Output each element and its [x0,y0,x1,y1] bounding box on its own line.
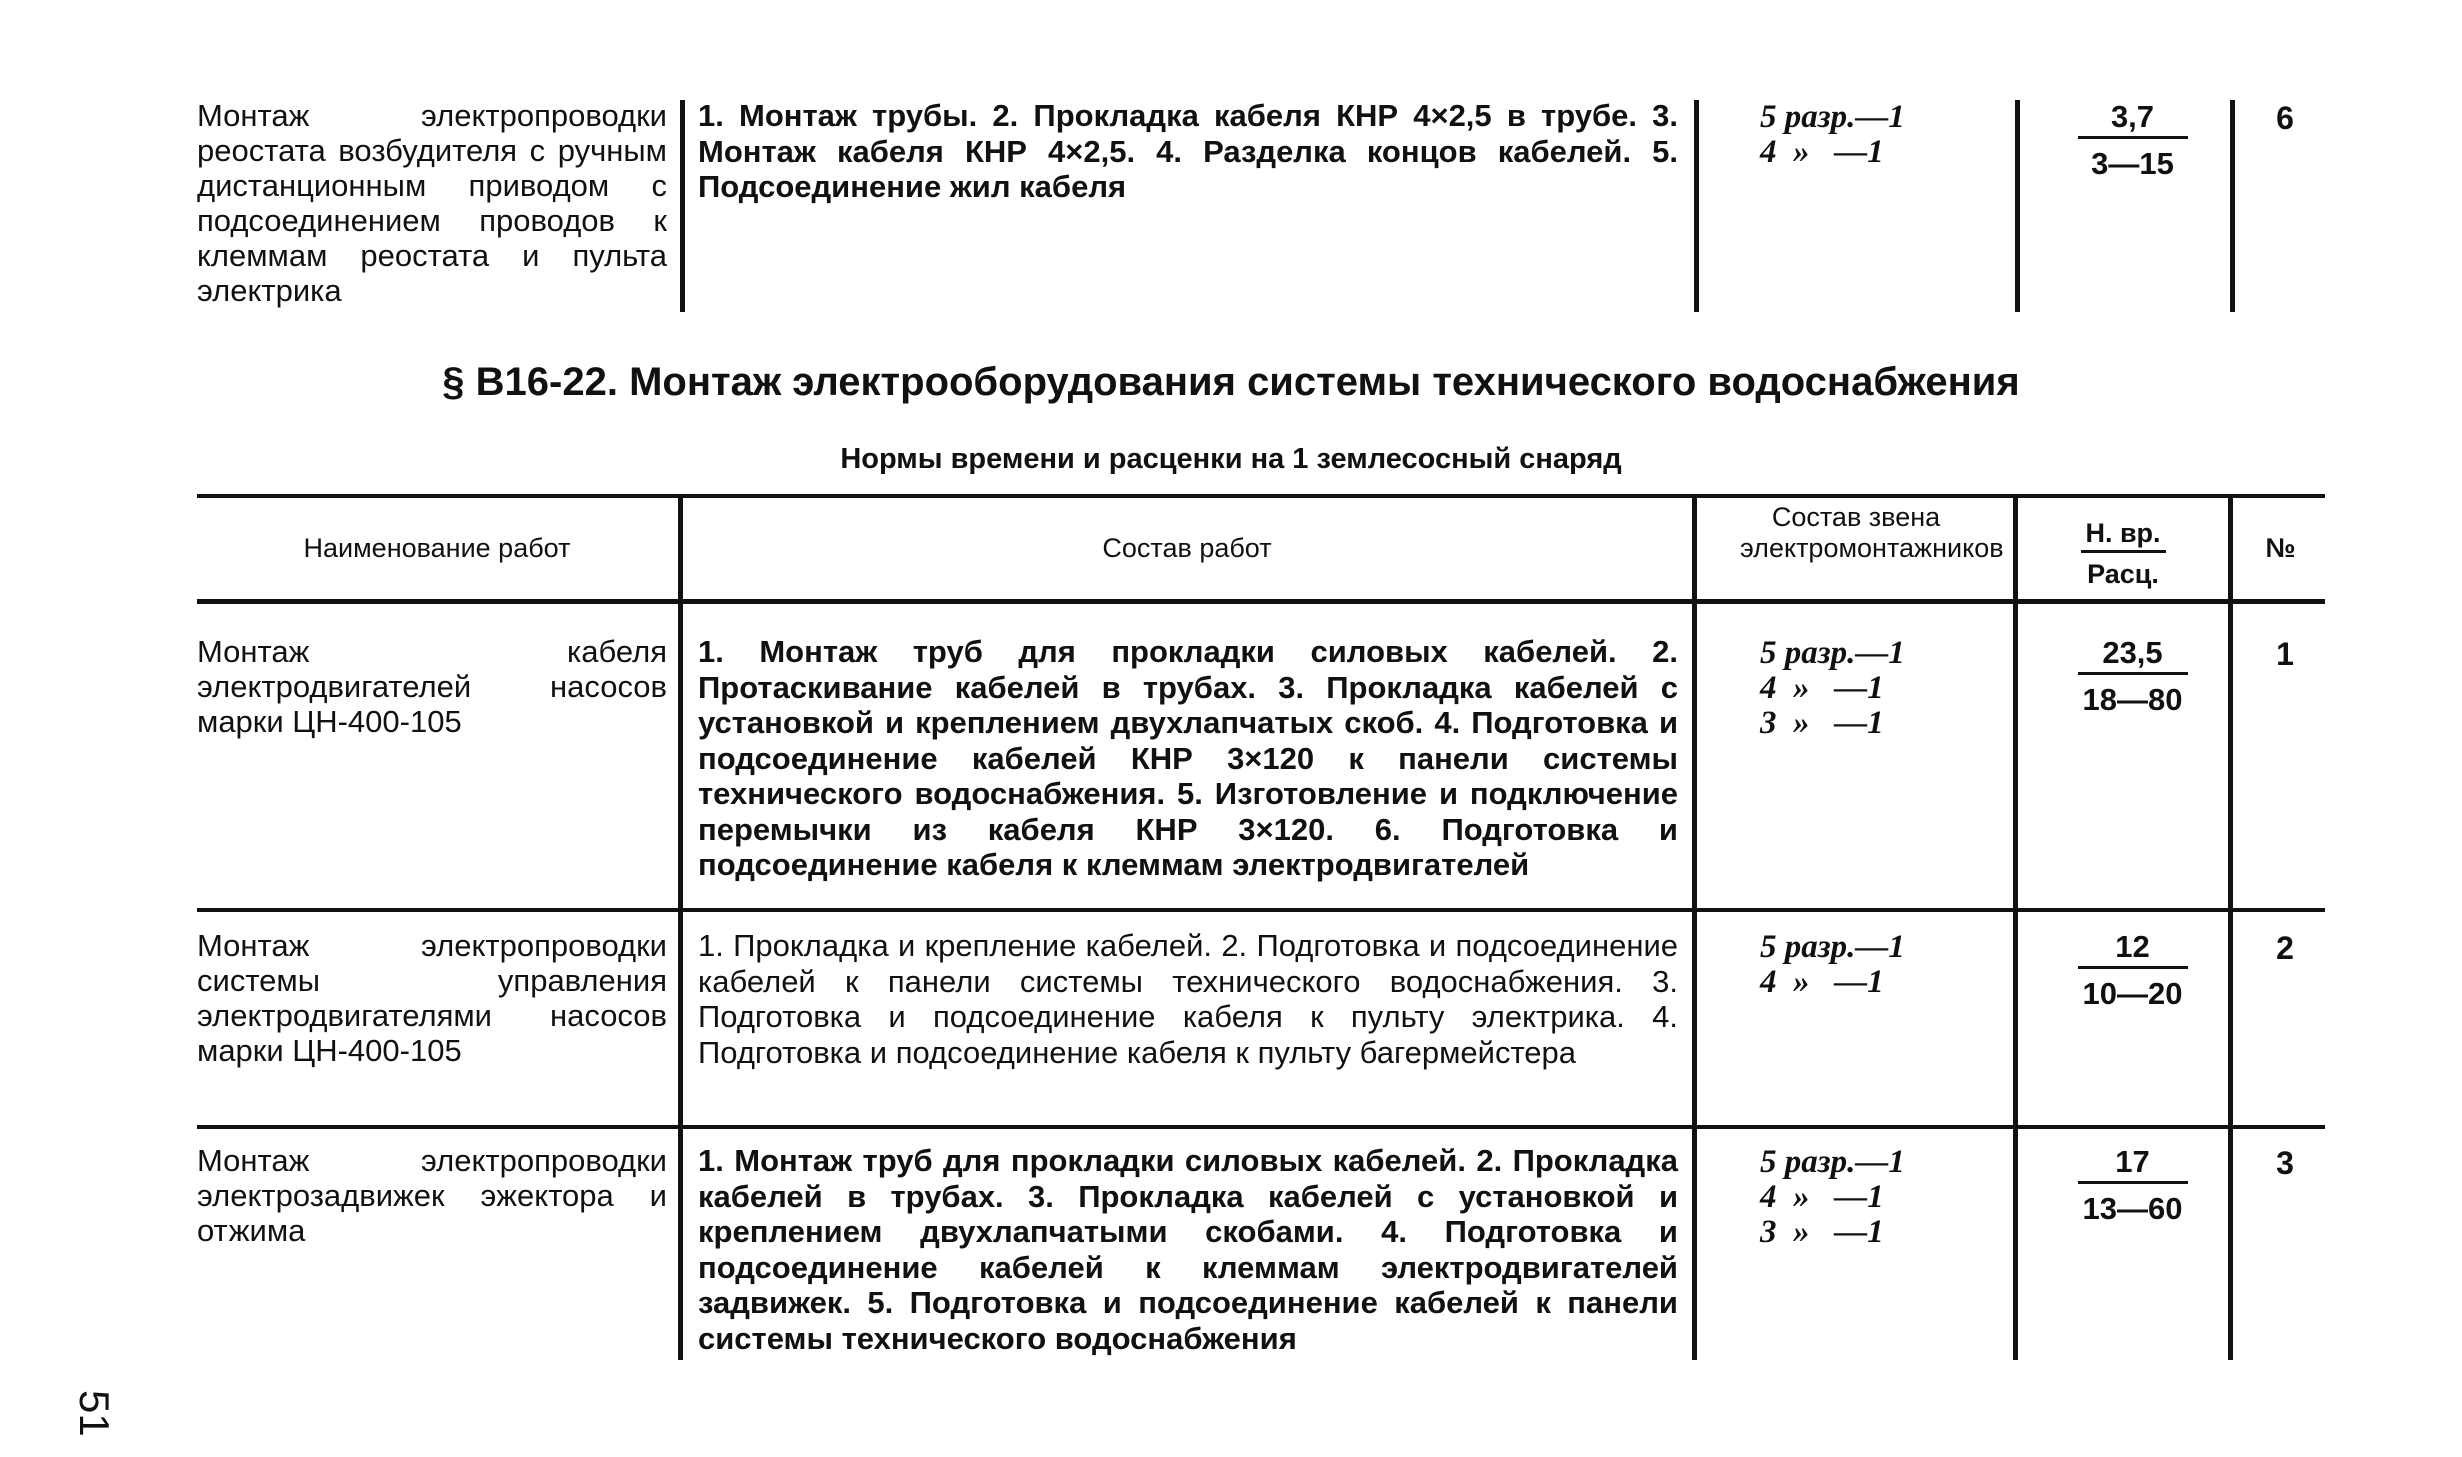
row-3-name: Монтаж электропроводки электрозадвижек эжектора и отжима [197,1143,667,1248]
row-3-norm [2045,1145,2220,1226]
column-divider [2015,100,2020,312]
table-top-rule [197,494,2325,498]
rate: 10—20 [2082,976,2183,1011]
row-3-composition: 1. Монтаж труб для прокладки силовых кабелей. 2. Прокладка кабелей в трубах. 3. Прокладка кабелей с установкой и креплением двухлапчатыми скобами. 4. Подготовка и подсоединение кабелей к клеммам электродвигателей задвижек. 5. Подготовка и подсоединение кабелей к панели системы технического водоснабжения [698,1143,1678,1356]
top-row-number: 6 [2276,100,2294,136]
row-3-number: 3 [2276,1145,2294,1181]
rate: 3—15 [2091,146,2174,181]
row-2-name: Монтаж электропроводки системы управления электродвигателями насосов марки ЦН-400-105 [197,928,667,1068]
row-1-number: 1 [2276,636,2294,672]
fraction-bar [2081,550,2166,553]
top-row-composition: 1. Монтаж трубы. 2. Прокладка кабеля КНР 4×2,5 в трубе. 3. Монтаж кабеля КНР 4×2,5. 4. Разделка концов кабелей. 5. Подсоединение жил кабеля [698,98,1678,204]
top-row-crew [1760,100,2000,170]
column-divider [1694,100,1699,312]
header-bottom-rule [197,599,2325,604]
row-2-norm [2045,930,2220,1011]
header-rate: Расц. [2087,559,2159,589]
row-1-crew [1760,636,2000,741]
crew-line: 5 разр.—1 [1760,929,1905,965]
row-2-crew [1760,930,2000,1000]
header-name: Наименование работ [303,533,571,563]
column-divider [680,100,685,312]
rate: 13—60 [2082,1191,2183,1226]
row-1-norm [2045,636,2220,717]
crew-line: 5 разр.—1 [1760,635,1905,671]
column-divider [678,496,683,1360]
row-3-crew [1760,1145,2000,1250]
crew-line: 4 » —1 [1760,964,1884,1000]
crew-line: 4 » —1 [1760,134,1884,170]
header-norm-time: Н. вр. [2085,518,2161,548]
row-2-number: 2 [2276,930,2294,966]
header-number: № [2265,533,2296,563]
fraction-bar [2078,136,2188,139]
crew-line: 5 разр.—1 [1760,99,1905,135]
page-number: 51 [71,1390,118,1437]
norm-time: 23,5 [2102,635,2163,670]
header-norm [2018,518,2228,590]
section-subtitle: Нормы времени и расценки на 1 землесосный снаряд [840,443,1622,475]
fraction-bar [2078,1181,2188,1184]
crew-line: 3 » —1 [1760,1214,1884,1250]
row-1-composition: 1. Монтаж труб для прокладки силовых кабелей. 2. Протаскивание кабелей в трубах. 3. Прокладка кабелей с установкой и креплением двухлапчатых скоб. 4. Подготовка и подсоединение кабелей КНР 3×120 к панели системы технического водоснабжения. 5. Изготовление и подключение перемычки из кабеля КНР 3×120. 6. Подготовка и подсоединение кабеля к клеммам электродвигателей [698,634,1678,882]
norm-time: 3,7 [2110,99,2155,134]
norm-time: 12 [2115,929,2150,964]
top-row-norm [2045,100,2220,181]
crew-line: 4 » —1 [1760,670,1884,706]
crew-line: 4 » —1 [1760,1179,1884,1215]
row-divider [197,1125,2325,1129]
row-2-composition: 1. Прокладка и крепление кабелей. 2. Подготовка и подсоединение кабелей к панели системы технического водоснабжения. 3. Подготовка и подсоединение кабеля к пульту электрика. 4. Подготовка и подсоединение кабеля к пульту багермейстера [698,928,1678,1070]
fraction-bar [2078,966,2188,969]
top-row-name: Монтаж электропроводки реостата возбудителя с ручным дистанционным приводом с подсоединением проводов к клеммам реостата и пульта электрика [197,98,667,308]
section-title: § В16-22. Монтаж электрооборудования системы технического водоснабжения [442,360,2020,404]
header-crew: Состав звена электромонтажников [1740,502,2004,563]
rate: 18—80 [2082,682,2183,717]
column-divider [2013,496,2018,1360]
column-divider [2228,496,2233,1360]
column-divider [2230,100,2235,312]
header-composition: Состав работ [1102,533,1272,563]
row-divider [197,908,2325,912]
row-1-name: Монтаж кабеля электродвигателей насосов марки ЦН-400-105 [197,634,667,739]
norm-time: 17 [2115,1144,2150,1179]
crew-line: 3 » —1 [1760,705,1884,741]
fraction-bar [2078,672,2188,675]
column-divider [1692,496,1697,1360]
crew-line: 5 разр.—1 [1760,1144,1905,1180]
